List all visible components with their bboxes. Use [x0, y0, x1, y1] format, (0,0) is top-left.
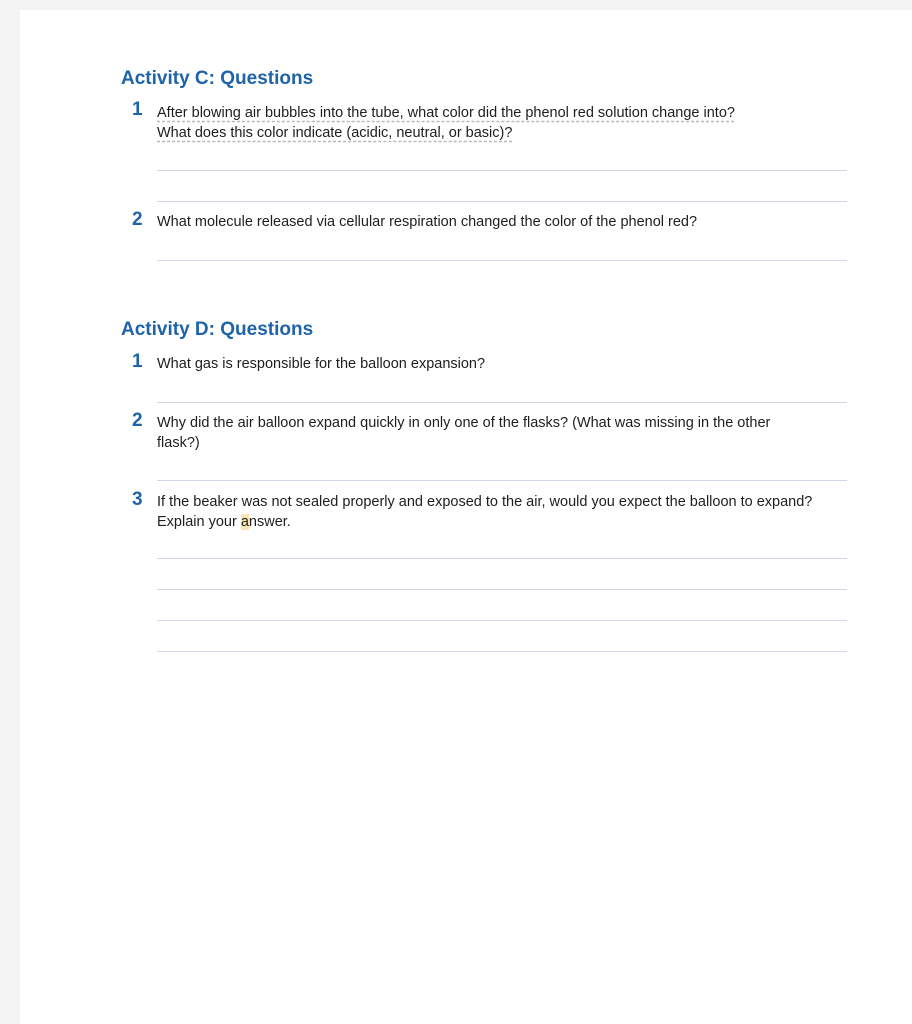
question-text: Why did the air balloon expand quickly in only one of the flasks? (What was missing in the other flask?): [157, 415, 771, 451]
answer-line[interactable]: [157, 589, 847, 590]
answer-line[interactable]: [157, 558, 847, 559]
question-text: [157, 492, 817, 532]
activity-d-heading: Activity D: Questions: [121, 319, 314, 340]
question-number: 3: [132, 489, 143, 510]
question-text-part: If the beaker was not sealed properly and exposed to the air, would you expect the balloon to expand? Explain your: [157, 494, 813, 530]
answer-line[interactable]: [157, 201, 847, 202]
question-text: What molecule released via cellular respiration changed the color of the phenol red?: [157, 214, 698, 230]
worksheet-page: [20, 10, 912, 1024]
answer-line[interactable]: [157, 402, 847, 403]
question-number: 1: [132, 351, 143, 372]
answer-line[interactable]: [157, 651, 847, 652]
question-text-line: What does this color indicate (acidic, neutral, or basic)?: [157, 125, 513, 141]
highlight-mark: a: [240, 514, 249, 530]
question-text: What gas is responsible for the balloon expansion?: [157, 356, 486, 372]
answer-line[interactable]: [157, 170, 847, 171]
answer-line[interactable]: [157, 260, 847, 261]
question-number: 2: [132, 209, 143, 230]
answer-line[interactable]: [157, 480, 847, 481]
question-text-line: After blowing air bubbles into the tube, what color did the phenol red solution change into?: [157, 105, 735, 121]
answer-line[interactable]: [157, 620, 847, 621]
activity-c-heading: Activity C: Questions: [121, 68, 314, 89]
question-text-part: nswer.: [248, 514, 291, 530]
question-number: 2: [132, 410, 143, 431]
question-text: [157, 103, 817, 143]
question-number: 1: [132, 99, 143, 120]
